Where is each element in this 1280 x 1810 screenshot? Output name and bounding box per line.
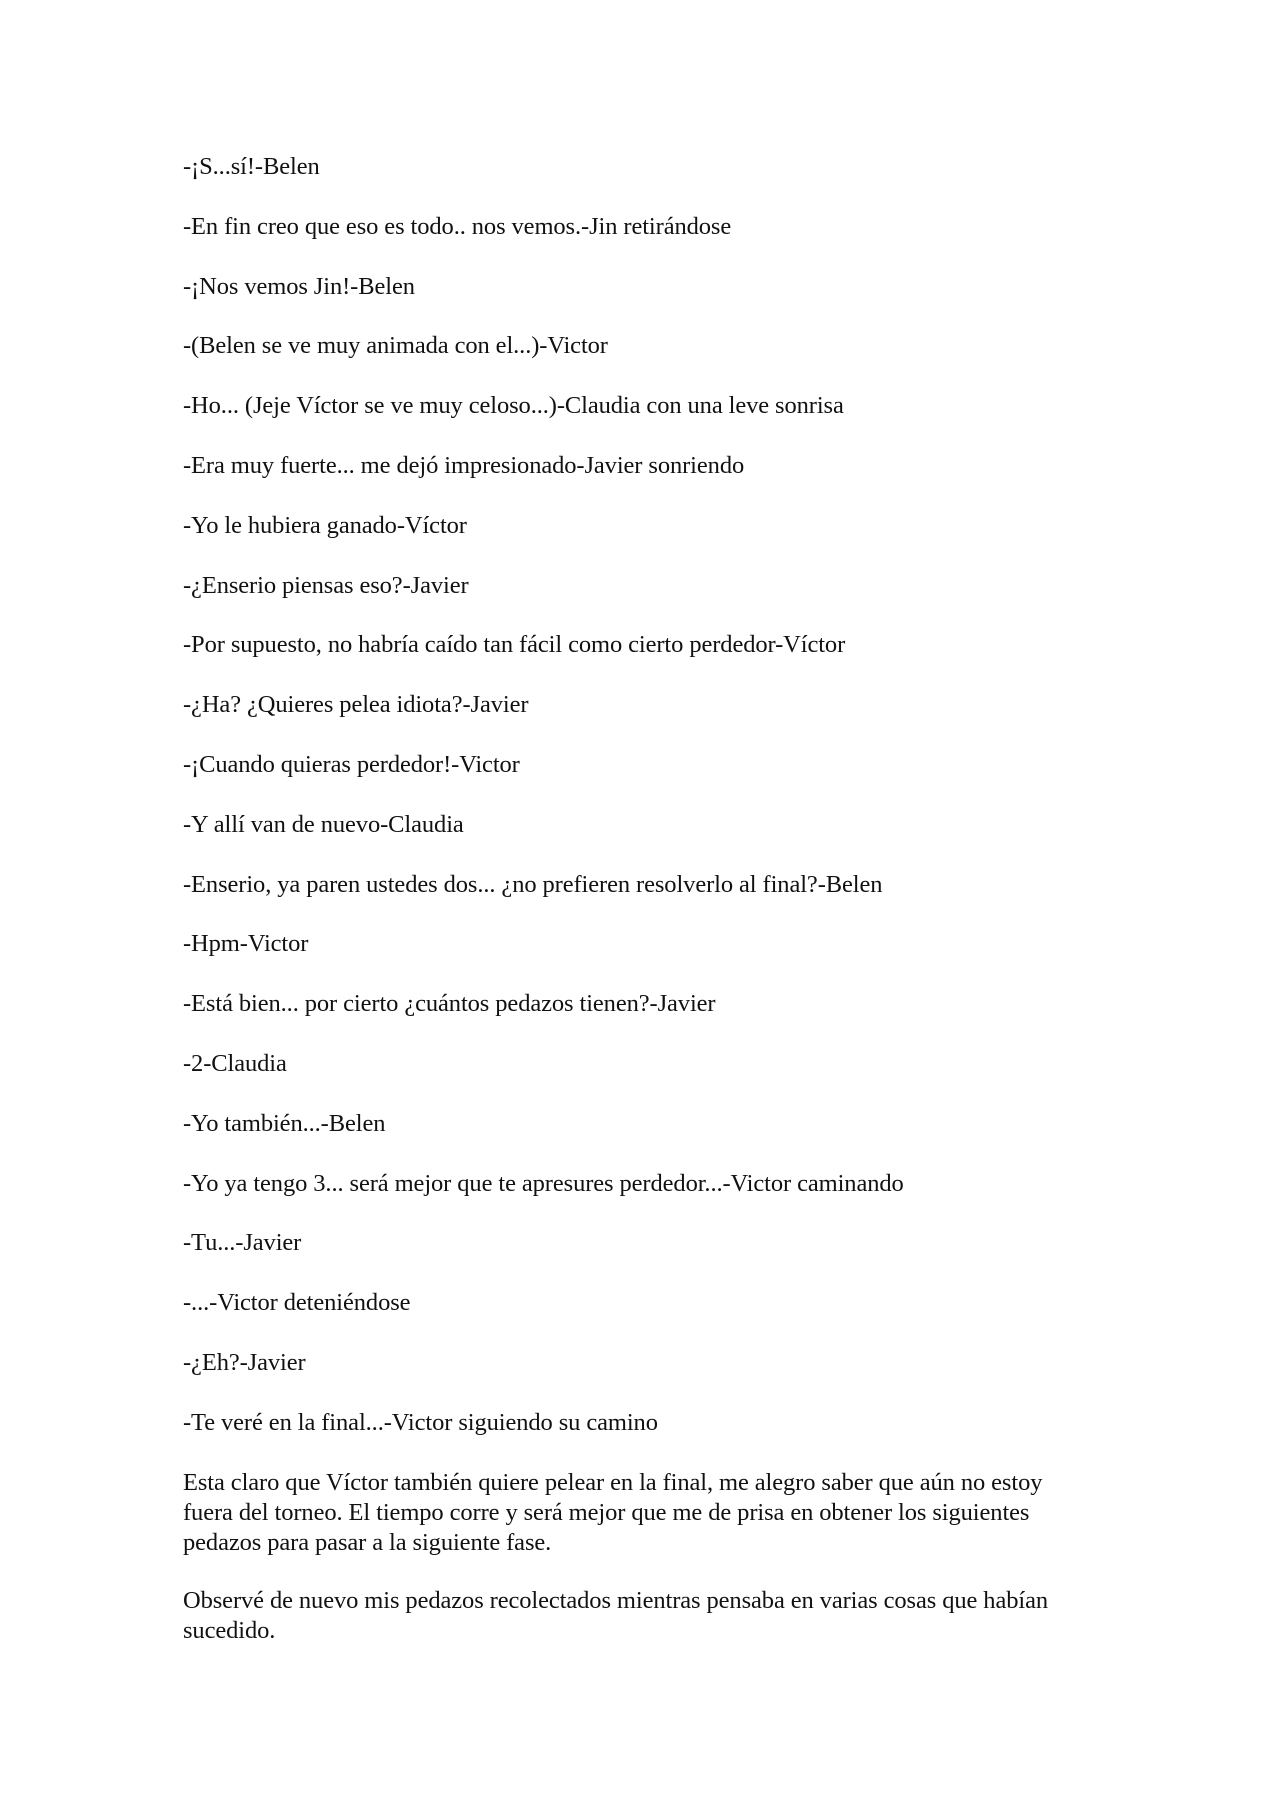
dialogue-line: -Yo le hubiera ganado-Víctor [183, 511, 467, 539]
dialogue-line: -¿Eh?-Javier [183, 1348, 306, 1376]
dialogue-line: -Enserio, ya paren ustedes dos... ¿no prefieren resolverlo al final?-Belen [183, 870, 883, 898]
dialogue-line: -En fin creo que eso es todo.. nos vemos.-Jin retirándose [183, 212, 732, 240]
dialogue-line: -Ho... (Jeje Víctor se ve muy celoso...)-Claudia con una leve sonrisa [183, 392, 844, 420]
narrative-section [183, 1468, 1083, 1646]
dialogue-section [183, 152, 1083, 1438]
narrative-paragraph: Observé de nuevo mis pedazos recolectados mientras pensaba en varias cosas que habían sucedido. [183, 1586, 1049, 1644]
dialogue-line: -¿Enserio piensas eso?-Javier [183, 571, 469, 599]
dialogue-line: -Por supuesto, no habría caído tan fácil como cierto perdedor-Víctor [183, 631, 846, 659]
dialogue-line: -¡S...sí!-Belen [183, 153, 320, 180]
dialogue-line: -Te veré en la final...-Victor siguiendo su camino [183, 1408, 658, 1436]
dialogue-line: -¡Nos vemos Jin!-Belen [183, 272, 415, 300]
narrative-paragraph: Esta claro que Víctor también quiere pelear en la final, me alegro saber que aún no estoy fuera del torneo. El tiempo corre y será mejor que me de prisa en obtener los siguientes pedazos para pasar a la siguiente fase. [183, 1468, 1043, 1556]
dialogue-line: -Era muy fuerte... me dejó impresionado-Javier sonriendo [183, 451, 745, 479]
dialogue-line: -¡Cuando quieras perdedor!-Victor [183, 750, 520, 778]
dialogue-line: -Está bien... por cierto ¿cuántos pedazos tienen?-Javier [183, 990, 716, 1018]
document-page [183, 152, 1083, 1646]
dialogue-line: -Yo ya tengo 3... será mejor que te apresures perdedor...-Victor caminando [183, 1169, 904, 1197]
dialogue-line: -¿Ha? ¿Quieres pelea idiota?-Javier [183, 691, 529, 719]
dialogue-line: -Yo también...-Belen [183, 1109, 386, 1137]
dialogue-line: -Tu...-Javier [183, 1229, 302, 1257]
dialogue-line: -(Belen se ve muy animada con el...)-Victor [183, 332, 608, 360]
dialogue-line: -Y allí van de nuevo-Claudia [183, 810, 464, 838]
dialogue-line: -...-Victor deteniéndose [183, 1289, 411, 1317]
dialogue-line: -2-Claudia [183, 1049, 287, 1077]
dialogue-line: -Hpm-Victor [183, 930, 309, 958]
